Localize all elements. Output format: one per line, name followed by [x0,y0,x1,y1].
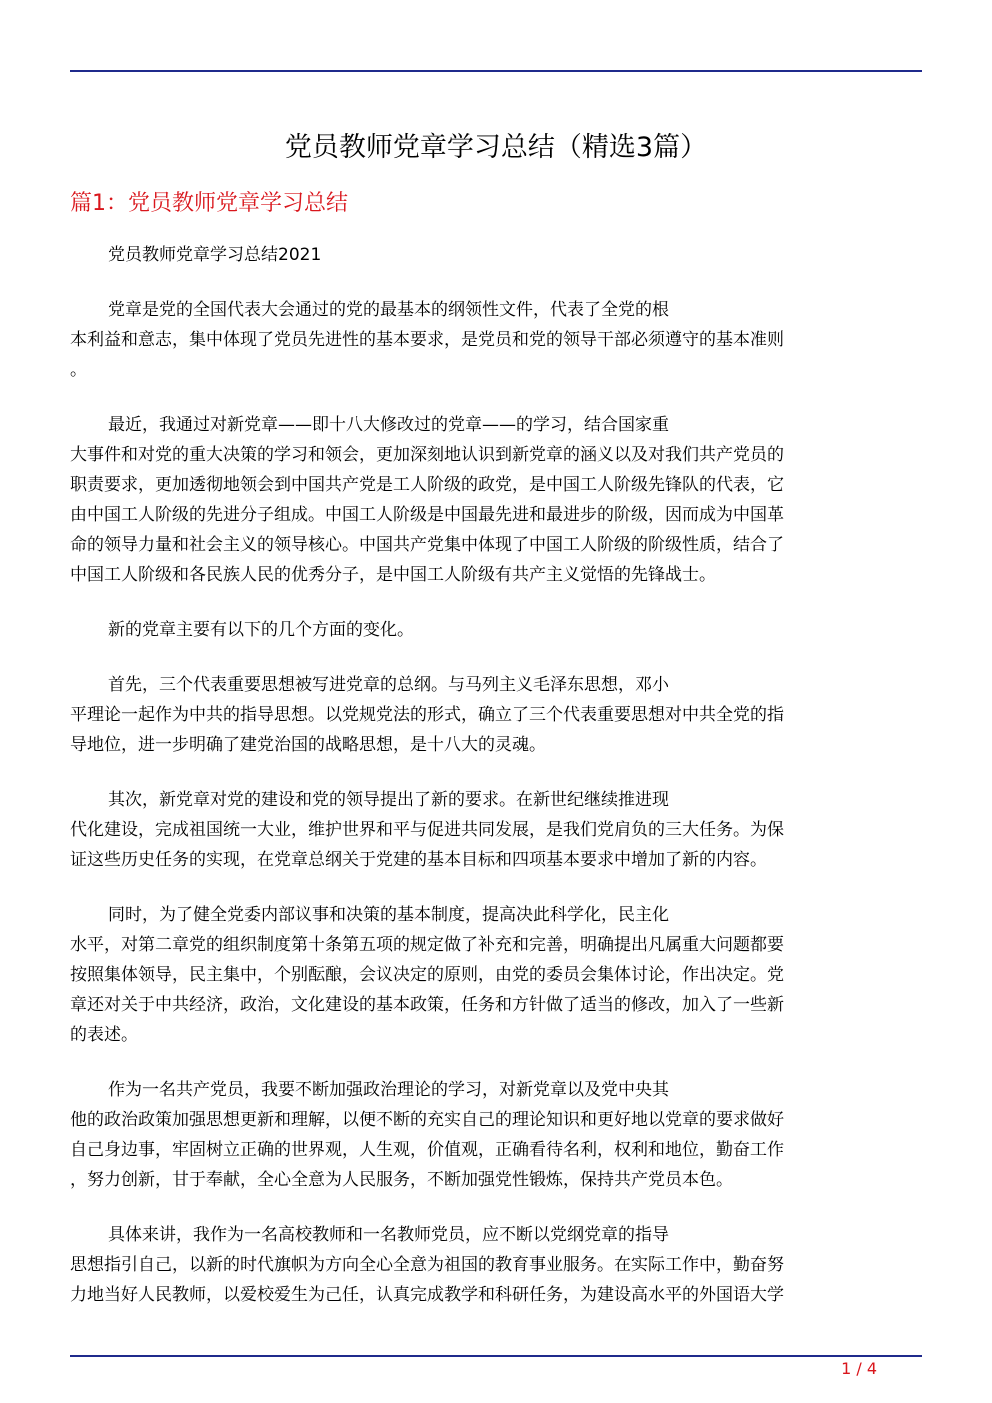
document-body [70,240,922,1335]
paragraph [70,1220,922,1310]
section-heading: 篇1：党员教师党章学习总结 [70,191,348,216]
paragraph-line: 的表述。 [70,1025,138,1045]
paragraph [70,295,922,385]
paragraph-line: 新的党章主要有以下的几个方面的变化。 [108,620,414,640]
paragraph-line: 思想指引自己，以新的时代旗帜为方向全心全意为祖国的教育事业服务。在实际工作中，勤奋努 [70,1255,784,1275]
paragraph-line: 他的政治政策加强思想更新和理解，以便不断的充实自己的理论知识和更好地以党章的要求做好 [70,1110,784,1130]
paragraph-line: 党员教师党章学习总结2021 [108,245,322,265]
header-rule [70,70,922,72]
paragraph-line: 作为一名共产党员，我要不断加强政治理论的学习，对新党章以及党中央其 [108,1080,669,1100]
paragraph [70,900,922,1050]
paragraph-line: ，努力创新，甘于奉献，全心全意为人民服务，不断加强党性锻炼，保持共产党员本色。 [70,1170,733,1190]
page-number: 1 / 4 [841,1359,877,1378]
paragraph-line: 同时，为了健全党委内部议事和决策的基本制度，提高决此科学化，民主化 [108,905,669,925]
paragraph-line: 平理论一起作为中共的指导思想。以党规党法的形式，确立了三个代表重要思想对中共全党的指 [70,705,784,725]
paragraph-line: 章还对关于中共经济，政治，文化建设的基本政策，任务和方针做了适当的修改，加入了一些新 [70,995,784,1015]
paragraph [70,410,922,590]
paragraph [70,785,922,875]
paragraph-line: 本利益和意志，集中体现了党员先进性的基本要求，是党员和党的领导干部必须遵守的基本准则 [70,330,784,350]
paragraph-line: 职责要求，更加透彻地领会到中国共产党是工人阶级的政党，是中国工人阶级先锋队的代表，它 [70,475,784,495]
paragraph-line: 自己身边事，牢固树立正确的世界观，人生观，价值观，正确看待名利，权利和地位，勤奋工作 [70,1140,784,1160]
paragraph-line: 大事件和对党的重大决策的学习和领会，更加深刻地认识到新党章的涵义以及对我们共产党员的 [70,445,784,465]
paragraph-line: 代化建设，完成祖国统一大业，维护世界和平与促进共同发展，是我们党肩负的三大任务。为保 [70,820,784,840]
paragraph-line: 首先，三个代表重要思想被写进党章的总纲。与马列主义毛泽东思想，邓小 [108,675,669,695]
paragraph-line: 最近，我通过对新党章——即十八大修改过的党章——的学习，结合国家重 [108,415,669,435]
paragraph-line: 中国工人阶级和各民族人民的优秀分子，是中国工人阶级有共产主义觉悟的先锋战士。 [70,565,716,585]
paragraph [70,240,922,270]
paragraph-line: 由中国工人阶级的先进分子组成。中国工人阶级是中国最先进和最进步的阶级，因而成为中国革 [70,505,784,525]
paragraph-line: 水平，对第二章党的组织制度第十条第五项的规定做了补充和完善，明确提出凡属重大问题都要 [70,935,784,955]
paragraph-line: 证这些历史任务的实现，在党章总纲关于党建的基本目标和四项基本要求中增加了新的内容。 [70,850,767,870]
paragraph [70,1075,922,1195]
paragraph-line: 按照集体领导，民主集中，个别酝酿，会议决定的原则，由党的委员会集体讨论，作出决定。党 [70,965,784,985]
paragraph-line: 。 [70,360,87,380]
paragraph-line: 其次，新党章对党的建设和党的领导提出了新的要求。在新世纪继续推进现 [108,790,669,810]
paragraph [70,670,922,760]
document-title: 党员教师党章学习总结（精选3篇） [284,132,708,163]
paragraph-line: 命的领导力量和社会主义的领导核心。中国共产党集中体现了中国工人阶级的阶级性质，结合了 [70,535,784,555]
paragraph-line: 党章是党的全国代表大会通过的党的最基本的纲领性文件，代表了全党的根 [108,300,669,320]
paragraph-line: 具体来讲，我作为一名高校教师和一名教师党员，应不断以党纲党章的指导 [108,1225,669,1245]
paragraph-line: 导地位，进一步明确了建党治国的战略思想，是十八大的灵魂。 [70,735,546,755]
footer-rule [70,1355,922,1357]
paragraph-line: 力地当好人民教师，以爱校爱生为己任，认真完成教学和科研任务，为建设高水平的外国语大学 [70,1285,784,1305]
paragraph [70,615,922,645]
